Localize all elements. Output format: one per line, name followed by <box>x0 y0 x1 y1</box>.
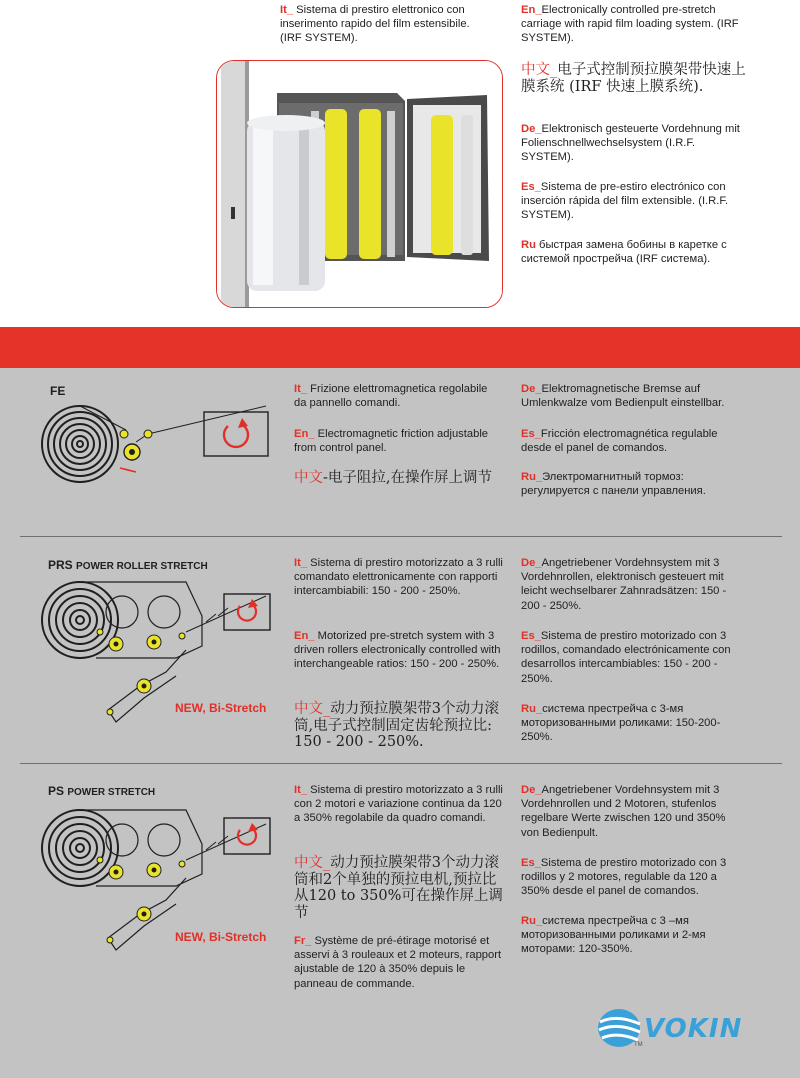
fe-en-text <box>294 427 499 455</box>
lang-code: En_ <box>521 4 542 16</box>
ps-subtitle: POWER STRETCH <box>67 787 156 798</box>
lang-code: De_ <box>521 557 542 569</box>
prs-zh-body: 动力预拉膜架带3个动力滚筒,电子式控制固定齿轮预拉比: 150 - 200 - 250%. <box>294 701 499 750</box>
ps-it-text <box>294 783 504 826</box>
fe-es-text <box>521 427 746 455</box>
lang-code: It_ <box>294 383 308 395</box>
top-en-body: Electronically controlled pre-stretch carriage with rapid film loading system. (IRF SYSTEM). <box>521 4 739 45</box>
lang-code: 中文_ <box>521 62 558 78</box>
top-it-text <box>280 3 490 46</box>
ps-zh-text <box>294 855 504 921</box>
lang-code: De_ <box>521 383 542 395</box>
lang-code: Es_ <box>521 857 541 869</box>
fe-it-body: Frizione elettromagnetica regolabile da pannello comandi. <box>294 383 488 410</box>
lang-code: Ru <box>521 239 536 251</box>
ps-es-text <box>521 856 746 899</box>
vokin-wordmark: VOKIN <box>644 1014 743 1044</box>
fe-it-text <box>294 382 499 410</box>
ps-ru-text <box>521 914 746 957</box>
lang-code: De_ <box>521 784 542 796</box>
top-de-text <box>521 122 746 165</box>
lang-code: It_ <box>280 4 294 16</box>
divider <box>20 763 782 764</box>
fe-de-body: Elektromagnetische Bremse auf Umlenkwalze vom Bedienpult einstellbar. <box>521 383 725 410</box>
prs-de-body: Angetriebener Vordehnsystem mit 3 Vordehnrollen, elektronisch gesteuert mit leicht wechselbarer Zahnradsätzen: 150 - 200 - 250%. <box>521 557 727 612</box>
ps-it-body: Sistema di prestiro motorizzato a 3 rulli con 2 motori e variazione continua da 120 a 350% regolabile da quadro comandi. <box>294 784 503 825</box>
ps-fr-body: Système de pré-étirage motorisé et asservi à 3 rouleaux et 2 moteurs, rapport ajustable de 120 à 350% depuis le panneau de commande. <box>294 935 502 990</box>
fe-en-body: Electromagnetic friction adjustable from control panel. <box>294 428 489 455</box>
fe-diagram <box>36 400 276 488</box>
lang-code: 中文 <box>294 470 323 486</box>
fe-ru-body: Электромагнитный тормоз: регулируется с панели управления. <box>521 471 706 498</box>
ps-de-body: Angetriebener Vordehnsystem mit 3 Vordehnrollen und 2 Motoren, stufenlos regelbare Werte zwischen 120 und 350% von Bedienpult. <box>521 784 726 839</box>
prs-it-body: Sistema di prestiro motorizzato a 3 rulli comandato elettronicamente con rapporti intercambiabili: 150 - 200 - 250%. <box>294 557 503 598</box>
prs-ru-body: система престрейча с 3-мя моторизованными роликами: 150-200-250%. <box>521 703 721 744</box>
lang-code: En_ <box>294 428 315 440</box>
lang-code: It_ <box>294 557 308 569</box>
lang-code: It_ <box>294 784 308 796</box>
prs-subtitle: POWER ROLLER STRETCH <box>76 561 208 572</box>
prs-es-body: Sistema de prestiro motorizado con 3 rodillos, comandado electrónicamente con desarrollos intercambiables: 150 - 200 - 250%. <box>521 630 731 685</box>
prs-title <box>48 558 208 572</box>
prs-en-body: Motorized pre-stretch system with 3 driven rollers electronically controlled with interchangeable ratios: 150 - 200 - 250%. <box>294 630 501 671</box>
top-en-text <box>521 3 746 46</box>
red-band <box>0 327 800 368</box>
lang-code: 中文_ <box>294 701 331 717</box>
prs-new-badge: NEW, Bi-Stretch <box>175 701 267 715</box>
divider <box>20 536 782 537</box>
lang-code: Ru_ <box>521 915 543 927</box>
top-es-body: Sistema de pre-estiro electrónico con inserción rápida del film extensible. (I.R.F. SYSTEM). <box>521 181 729 222</box>
ps-ru-body: система престрейча с 3 –мя моторизованными роликами и 2-мя моторами: 120-350%. <box>521 915 706 956</box>
prs-it-text <box>294 556 504 599</box>
fe-es-body: Fricción electromagnética regulable desde el panel de comandos. <box>521 428 718 455</box>
vokin-logo <box>596 1008 766 1052</box>
top-es-text <box>521 180 746 223</box>
ps-title-code: PS <box>48 784 65 798</box>
lang-code: Es_ <box>521 428 541 440</box>
ps-zh-body: 动力预拉膜架带3个动力滚筒和2个单独的预拉电机,预拉比从120 to 350%可在操作屏上调节 <box>294 855 503 921</box>
lang-code: Es_ <box>521 181 541 193</box>
lang-code: En_ <box>294 630 315 642</box>
lang-code: 中文_ <box>294 855 331 871</box>
prs-de-text <box>521 556 746 613</box>
prs-en-text <box>294 629 504 672</box>
top-de-body: Elektronisch gesteuerte Vordehnung mit Folienschnellwechselsystem (I.R.F. SYSTEM). <box>521 123 740 164</box>
ps-de-text <box>521 783 746 840</box>
ps-new-badge: NEW, Bi-Stretch <box>175 930 267 944</box>
fe-title: FE <box>50 384 66 398</box>
ps-fr-text <box>294 934 504 991</box>
carriage-photo <box>216 60 503 308</box>
top-it-body: Sistema di prestiro elettronico con inserimento rapido del film estensibile. (IRF SYSTEM). <box>280 4 470 45</box>
prs-es-text <box>521 629 746 686</box>
lang-code: Ru_ <box>521 703 543 715</box>
top-zh-body: 电子式控制预拉膜架带快速上膜系统 (IRF 快速上膜系统). <box>521 62 746 95</box>
lang-code: Fr_ <box>294 935 312 947</box>
top-ru-text <box>521 238 746 266</box>
top-zh-text <box>521 62 753 95</box>
lang-code: De_ <box>521 123 542 135</box>
ps-title <box>48 784 155 798</box>
lang-code: Es_ <box>521 630 541 642</box>
fe-de-text <box>521 382 746 410</box>
fe-zh-text <box>294 470 499 487</box>
prs-ru-text <box>521 702 746 745</box>
vokin-tm: TM <box>634 1042 643 1048</box>
prs-zh-text <box>294 701 504 751</box>
ps-es-body: Sistema de prestiro motorizado con 3 rodillos y 2 motores, regulable da 120 a 350% desde el panel de comandos. <box>521 857 727 898</box>
fe-zh-body: -电子阻拉,在操作屏上调节 <box>323 470 493 486</box>
fe-ru-text <box>521 470 746 498</box>
carriage-illustration <box>217 61 502 307</box>
prs-title-code: PRS <box>48 558 73 572</box>
lang-code: Ru_ <box>521 471 543 483</box>
top-ru-body: быстрая замена бобины в каретке с системой прострейча (IRF система). <box>521 239 727 266</box>
